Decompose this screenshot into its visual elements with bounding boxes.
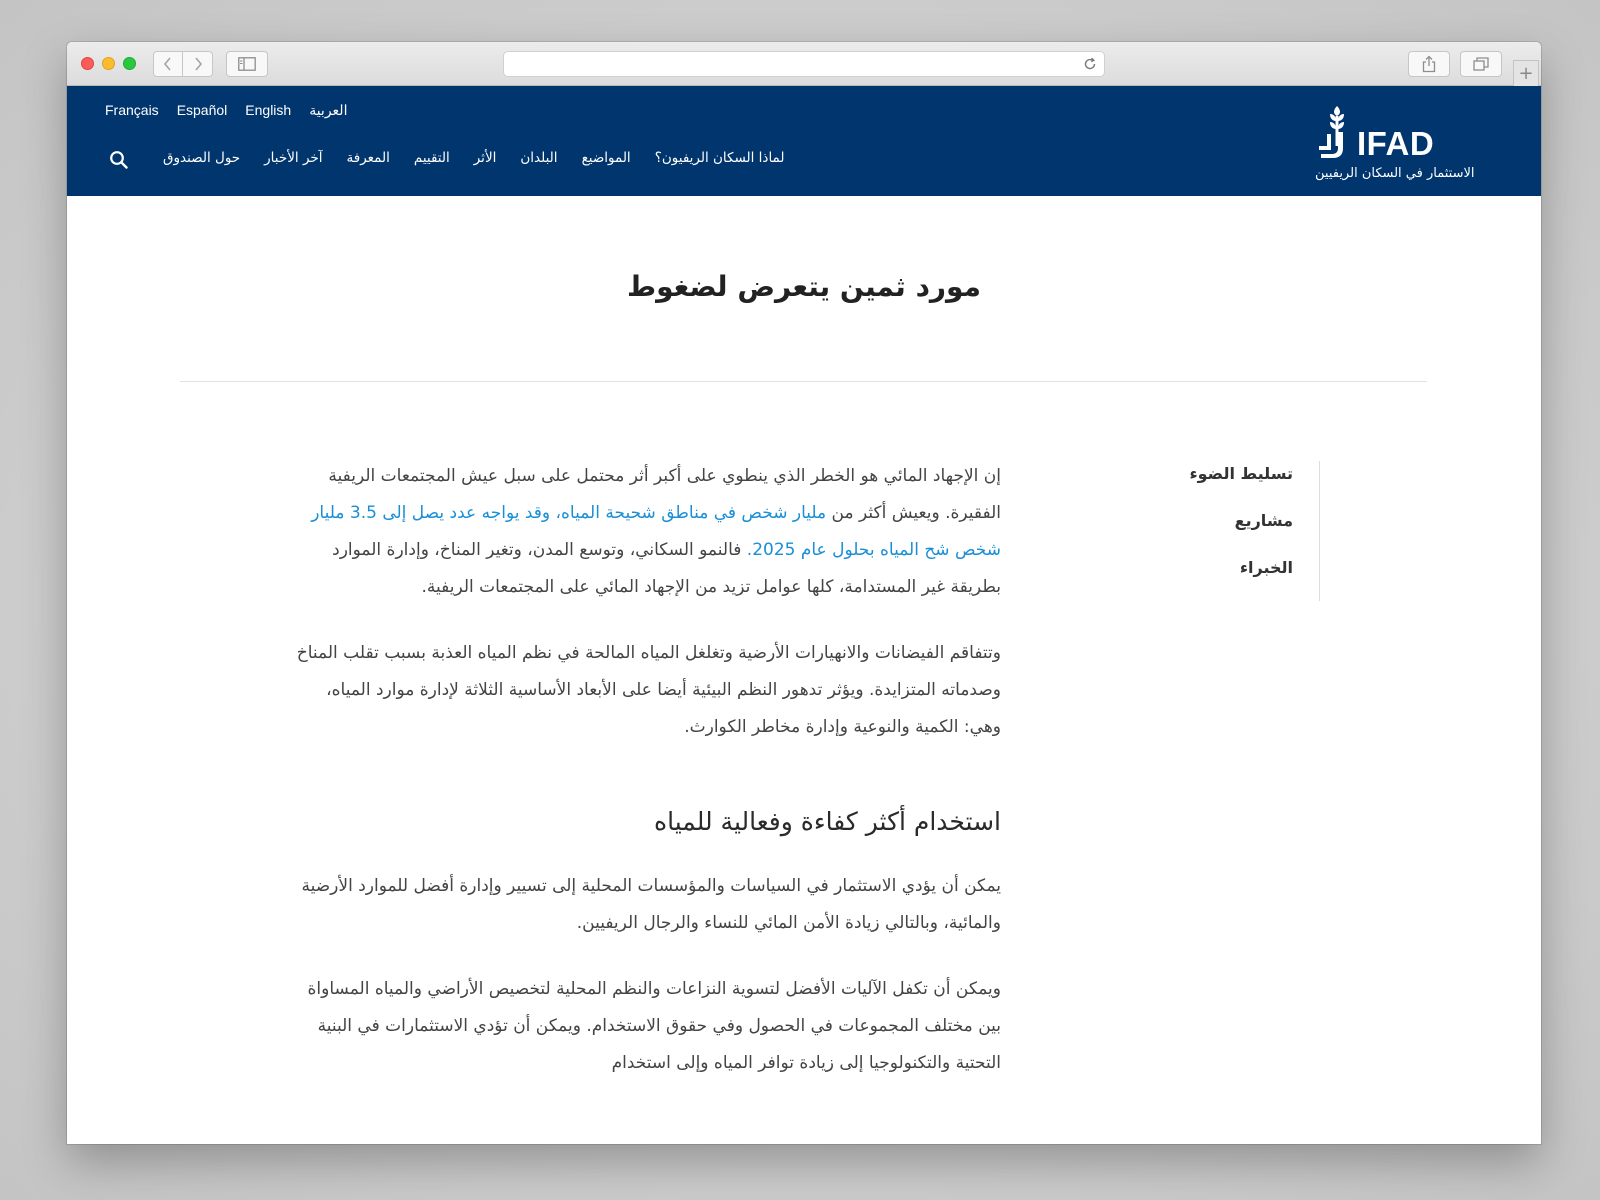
lang-spanish[interactable]: Español	[176, 102, 228, 118]
forward-button[interactable]	[183, 51, 213, 77]
nav-knowledge[interactable]: المعرفة	[346, 150, 390, 166]
paragraph-text: فالنمو السكاني، وتوسع المدن، وتغير المناخ، وإدارة الموارد بطريقة غير المستدامة، كلها عوامل تزيد من الإجهاد المائي على المجتمعات الريفية.	[332, 540, 1001, 597]
main-nav	[151, 150, 796, 166]
nav-about[interactable]: حول الصندوق	[163, 150, 241, 166]
site-header	[67, 86, 1541, 196]
section-sidebar	[1020, 461, 1320, 601]
share-button[interactable]	[1408, 51, 1450, 77]
close-window-button[interactable]	[81, 57, 94, 70]
sidebar-item-highlights[interactable]: تسليط الضوء	[1189, 464, 1293, 483]
browser-titlebar	[67, 42, 1541, 86]
article-paragraph-2: وتتفاقم الفيضانات والانهيارات الأرضية وتغلغل المياه المالحة في نظم المياه العذبة بسبب تقلب المناخ وصدماته المتزايدة. ويؤثر تدهور النظم البيئية أيضا على الأبعاد الأساسية الثلاثة لإدارة موارد المياه، وهي: الكمية والنوعية وإدارة مخاطر الكوارث.	[296, 643, 1001, 737]
page-title: مورد ثمين يتعرض لضغوط	[627, 270, 981, 303]
wheat-emblem-icon	[1315, 102, 1355, 160]
nav-evaluation[interactable]: التقييم	[413, 150, 450, 166]
show-tabs-button[interactable]	[1460, 51, 1502, 77]
back-button[interactable]	[153, 51, 183, 77]
zoom-window-button[interactable]	[123, 57, 136, 70]
chevron-right-icon	[193, 57, 203, 71]
page-content	[67, 196, 1541, 1144]
sidebar-toggle-button[interactable]	[226, 51, 268, 77]
nav-countries[interactable]: البلدان	[520, 150, 558, 166]
share-icon	[1422, 55, 1436, 73]
logo-tagline: الاستثمار في السكان الريفيين	[1315, 166, 1475, 181]
address-bar[interactable]	[503, 51, 1105, 77]
search-icon[interactable]	[109, 150, 129, 170]
browser-window	[67, 42, 1541, 1144]
new-tab-button[interactable]	[1513, 60, 1539, 86]
article-paragraph-3: يمكن أن يؤدي الاستثمار في السياسات والمؤسسات المحلية إلى تسيير وإدارة أفضل للموارد الأرضية والمائية، وبالتالي زيادة الأمن المائي للنساء والرجال الريفيين.	[301, 876, 1001, 933]
plus-icon: +	[1518, 63, 1534, 84]
logo-wordmark: IFAD	[1357, 125, 1435, 162]
article-body	[286, 458, 1001, 1111]
language-switcher	[105, 102, 347, 119]
water-scarcity-link[interactable]: مليار شخص في مناطق شحيحة المياه، وقد يواجه عدد يصل إلى 3.5 مليار شخص شح المياه بحلول عام 2025.	[311, 503, 1001, 560]
nav-latest-news[interactable]: آخر الأخبار	[264, 150, 323, 166]
chevron-left-icon	[163, 57, 173, 71]
ifad-logo[interactable]	[1315, 102, 1505, 186]
lang-arabic[interactable]: العربية	[309, 102, 348, 118]
reload-icon[interactable]	[1082, 56, 1098, 72]
lang-french[interactable]: Français	[105, 102, 159, 118]
article-paragraph-1	[286, 458, 1001, 606]
sidebar-item-projects[interactable]: مشاريع	[1234, 511, 1293, 530]
minimize-window-button[interactable]	[102, 57, 115, 70]
sidebar-item-experts[interactable]: الخبراء	[1239, 558, 1293, 577]
sidebar-icon	[238, 57, 256, 71]
nav-impact[interactable]: الأثر	[473, 150, 497, 166]
nav-why-rural-people[interactable]: لماذا السكان الريفيون؟	[654, 150, 785, 166]
lang-english[interactable]: English	[245, 102, 292, 118]
title-divider	[180, 381, 1427, 382]
tabs-overview-icon	[1473, 57, 1489, 71]
nav-topics[interactable]: المواضيع	[581, 150, 631, 166]
article-subheading: استخدام أكثر كفاءة وفعالية للمياه	[654, 807, 1001, 836]
article-paragraph-4: ويمكن أن تكفل الآليات الأفضل لتسوية النزاعات والنظم المحلية لتخصيص الأراضي والمياه المساواة بين مختلف المجموعات في الحصول وفي حقوق الاستخدام. ويمكن أن تؤدي الاستثمارات في البنية التحتية والتكنولوجيا إلى زيادة توافر المياه وإلى استخدام	[307, 979, 1001, 1073]
paragraph-text: إن الإجهاد المائي هو الخطر الذي ينطوي على أكبر أثر محتمل على سبل عيش المجتمعات الريفية الفقيرة. ويعيش أكثر من	[328, 466, 1001, 523]
logo-mark	[1315, 102, 1434, 160]
